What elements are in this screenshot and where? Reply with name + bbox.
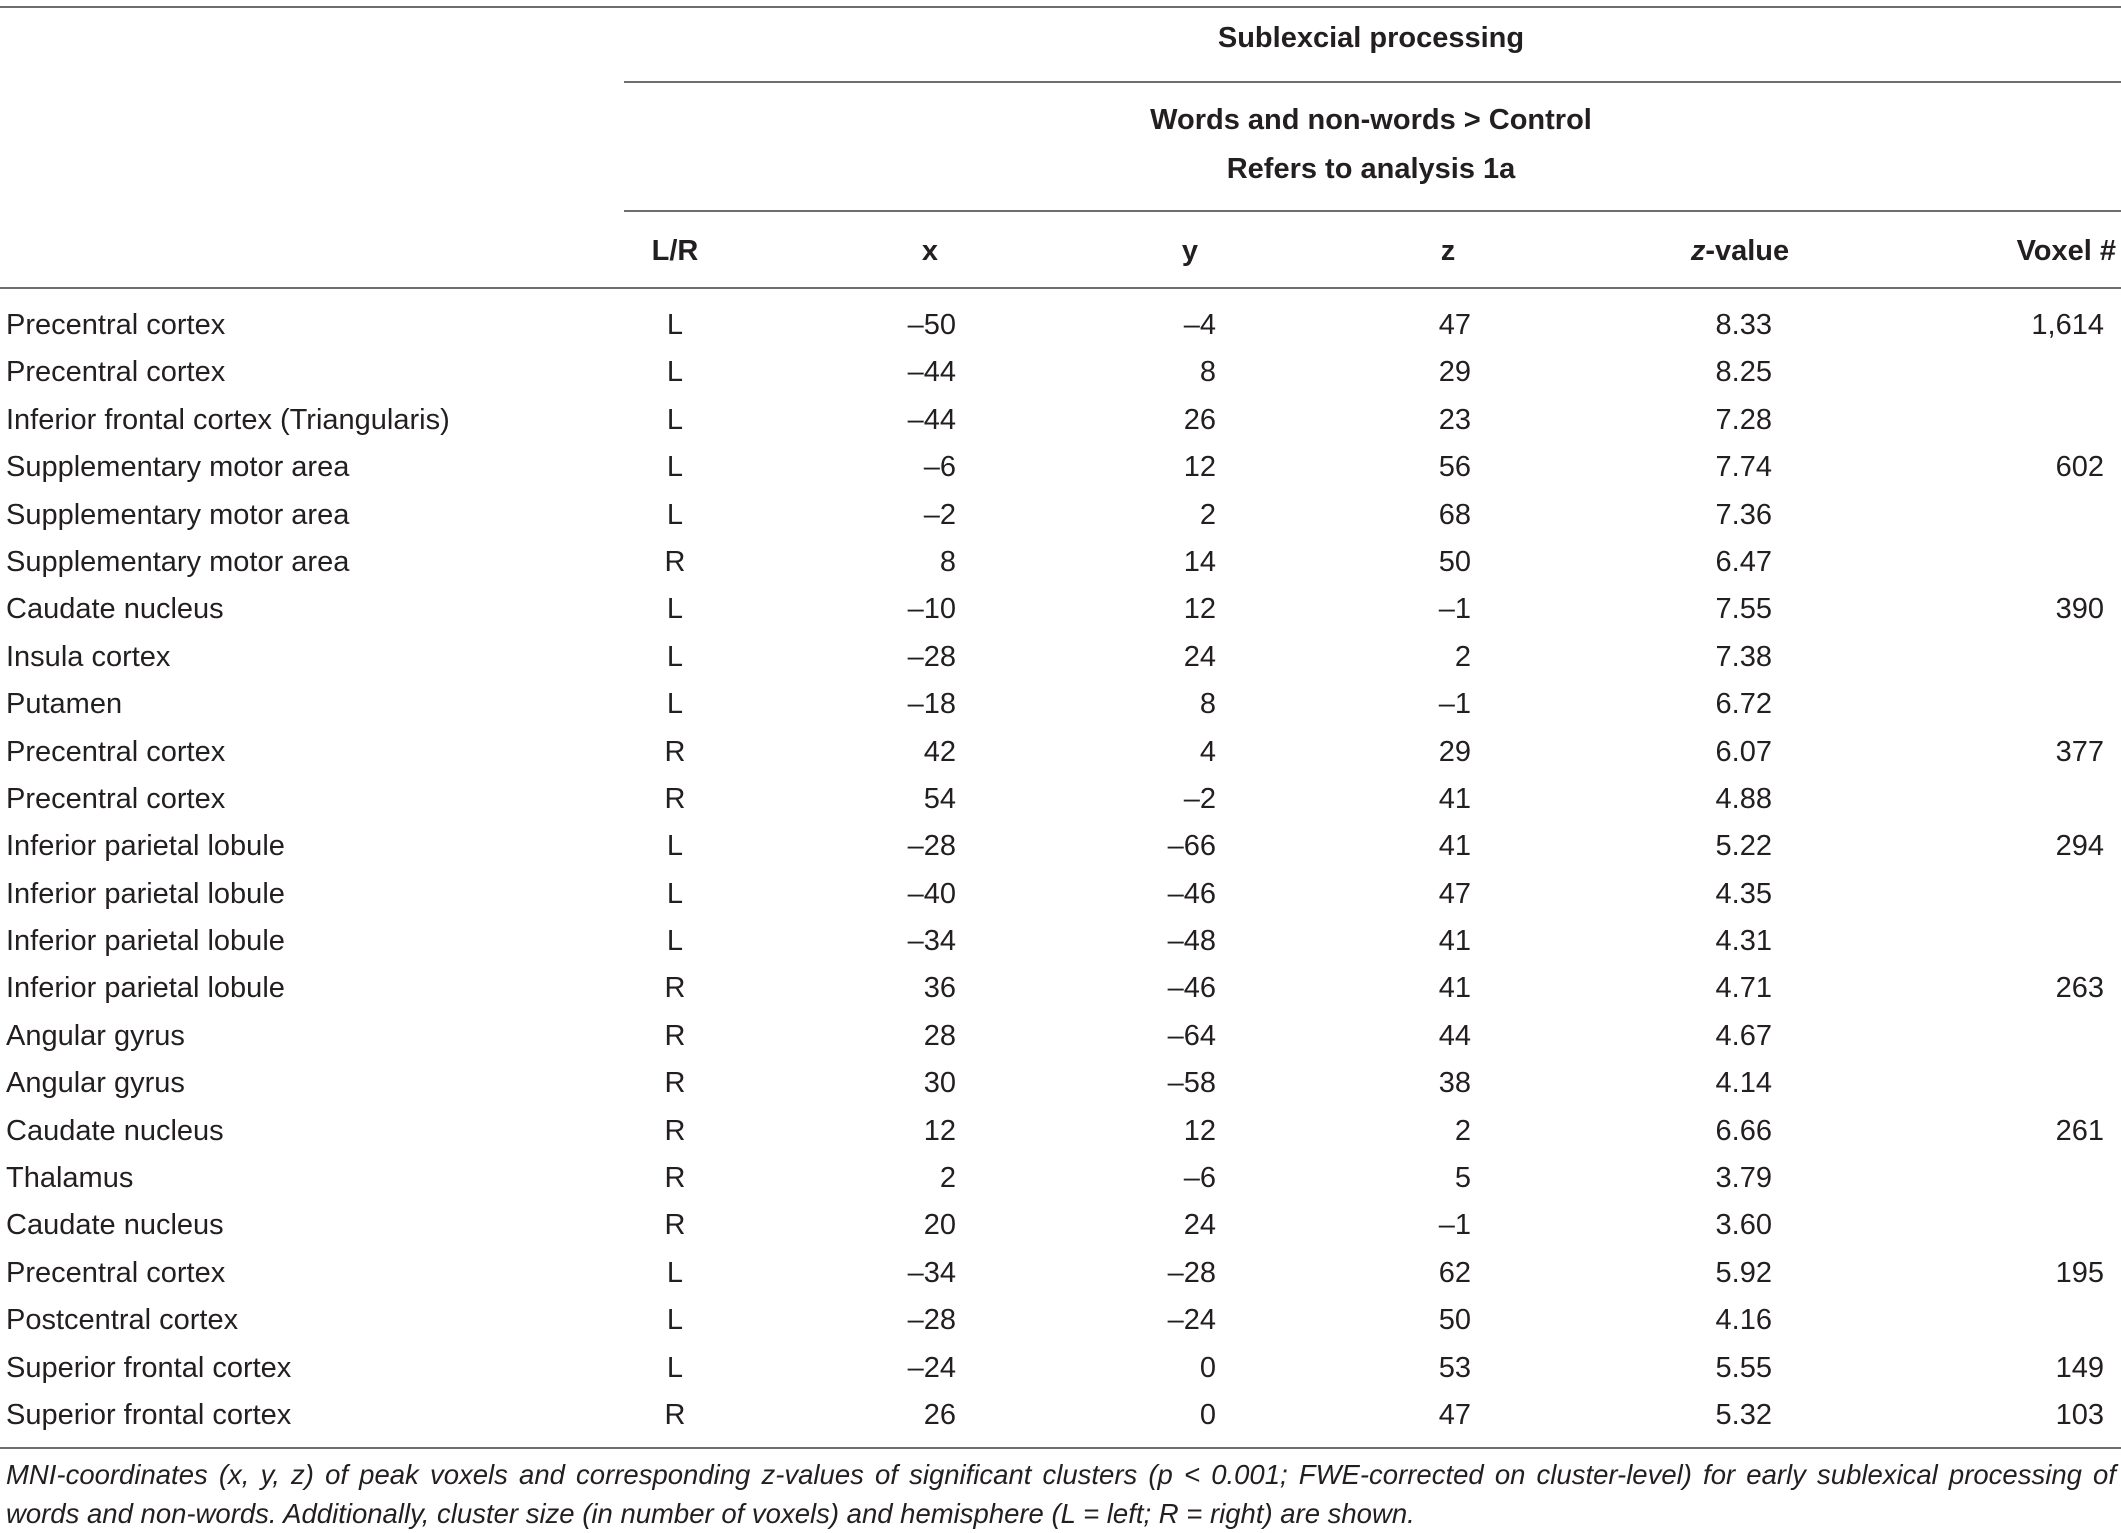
table-row	[0, 1297, 2121, 1344]
voxel-count-cell: 602	[2055, 451, 2104, 484]
y-coordinate-cell: 12	[1183, 451, 1216, 484]
table-row	[0, 1250, 2121, 1297]
region-cell: Inferior parietal lobule	[6, 877, 285, 910]
x-coordinate-cell: –34	[907, 925, 956, 958]
table-row	[0, 397, 2121, 444]
z-value-cell: 4.16	[1715, 1304, 1772, 1337]
x-coordinate-cell: –28	[907, 1304, 956, 1337]
z-coordinate-cell: 2	[1454, 1114, 1471, 1147]
y-coordinate-cell: 12	[1183, 1114, 1216, 1147]
y-coordinate-cell: –6	[1183, 1162, 1216, 1195]
table-row	[0, 681, 2121, 728]
top-rule	[0, 6, 2121, 8]
z-coordinate-cell: 53	[1438, 1351, 1471, 1384]
z-value-cell: 6.47	[1715, 545, 1772, 578]
region-cell: Postcentral cortex	[6, 1304, 239, 1337]
x-coordinate-cell: 30	[923, 1067, 956, 1100]
hemisphere-cell: R	[664, 972, 686, 1005]
region-cell: Precentral cortex	[6, 309, 226, 341]
region-cell: Supplementary motor area	[6, 451, 350, 484]
y-coordinate-cell: –64	[1167, 1019, 1216, 1052]
x-coordinate-cell: 36	[923, 972, 956, 1005]
table-footnote: MNI-coordinates (x, y, z) of peak voxels and corresponding z-values of significant clusters (p < 0.001; FWE-corrected on cluster-level) for early sublexical processing of words and non-words. Additionally, cluster size (in number of voxels) and hemisphere (L = left; R = right) are shown.	[6, 1459, 2116, 1529]
region-cell: Angular gyrus	[6, 1019, 185, 1052]
x-coordinate-cell: 54	[923, 782, 956, 815]
y-coordinate-cell: 12	[1183, 593, 1216, 626]
region-cell: Precentral cortex	[6, 1256, 226, 1289]
x-coordinate-cell: –44	[907, 403, 956, 436]
hemisphere-cell: L	[666, 309, 684, 341]
table-body	[0, 302, 2121, 1439]
y-coordinate-cell: 14	[1183, 545, 1216, 578]
column-header-lr: L/R	[651, 235, 699, 267]
z-value-cell: 4.35	[1715, 877, 1772, 910]
table-row	[0, 349, 2121, 396]
y-coordinate-cell: –48	[1167, 925, 1216, 958]
x-coordinate-cell: –24	[907, 1351, 956, 1384]
z-coordinate-cell: 44	[1438, 1019, 1471, 1052]
voxel-count-cell: 195	[2055, 1256, 2104, 1289]
table-row	[0, 539, 2121, 586]
z-coordinate-cell: 38	[1438, 1067, 1471, 1100]
table-row	[0, 1392, 2121, 1439]
table-row	[0, 1060, 2121, 1107]
z-coordinate-cell: 23	[1438, 403, 1471, 436]
hemisphere-cell: R	[664, 545, 686, 578]
column-header-y: y	[1181, 235, 1199, 267]
z-value-cell: 6.07	[1715, 735, 1772, 768]
hemisphere-cell: L	[666, 451, 684, 484]
z-coordinate-cell: 2	[1454, 640, 1471, 673]
table-row	[0, 918, 2121, 965]
z-coordinate-cell: 5	[1454, 1162, 1471, 1195]
z-coordinate-cell: 68	[1438, 498, 1471, 531]
region-cell: Putamen	[6, 688, 123, 721]
table-row	[0, 1345, 2121, 1392]
region-cell: Caudate nucleus	[6, 1209, 224, 1242]
z-value-cell: 7.28	[1715, 403, 1772, 436]
hemisphere-cell: R	[664, 1019, 686, 1052]
y-coordinate-cell: –66	[1167, 830, 1216, 863]
voxel-count-cell: 103	[2055, 1398, 2104, 1431]
header-rule	[0, 287, 2121, 289]
table-row	[0, 823, 2121, 870]
bottom-rule	[0, 1447, 2121, 1449]
table-row	[0, 634, 2121, 681]
table-row	[0, 302, 2121, 349]
voxel-count-cell: 149	[2055, 1351, 2104, 1384]
region-cell: Superior frontal cortex	[6, 1398, 292, 1431]
table-row	[0, 1108, 2121, 1155]
y-coordinate-cell: 8	[1199, 356, 1216, 389]
z-value-cell: 7.55	[1715, 593, 1772, 626]
y-coordinate-cell: –24	[1167, 1304, 1216, 1337]
y-coordinate-cell: 24	[1183, 640, 1216, 673]
z-value-cell: 7.36	[1715, 498, 1772, 531]
x-coordinate-cell: –10	[907, 593, 956, 626]
x-coordinate-cell: 20	[923, 1209, 956, 1242]
region-cell: Angular gyrus	[6, 1067, 185, 1100]
hemisphere-cell: L	[666, 925, 684, 958]
y-coordinate-cell: 8	[1199, 688, 1216, 721]
hemisphere-cell: R	[664, 782, 686, 815]
hemisphere-cell: L	[666, 688, 684, 721]
z-value-cell: 8.33	[1715, 309, 1772, 341]
voxel-count-cell: 1,614	[2031, 309, 2104, 341]
z-coordinate-cell: 41	[1438, 972, 1471, 1005]
x-coordinate-cell: –6	[923, 451, 956, 484]
z-value-cell: 5.22	[1715, 830, 1772, 863]
hemisphere-cell: L	[666, 1351, 684, 1384]
x-coordinate-cell: –50	[907, 309, 956, 341]
x-coordinate-cell: 2	[939, 1162, 956, 1195]
x-coordinate-cell: –40	[907, 877, 956, 910]
y-coordinate-cell: –28	[1167, 1256, 1216, 1289]
table-row	[0, 776, 2121, 823]
z-coordinate-cell: –1	[1438, 593, 1471, 626]
x-coordinate-cell: 42	[923, 735, 956, 768]
x-coordinate-cell: –44	[907, 356, 956, 389]
y-coordinate-cell: –2	[1183, 782, 1216, 815]
voxel-count-cell: 294	[2055, 830, 2104, 863]
contrast-title: Words and non-words > Control	[1150, 104, 1592, 136]
table-row	[0, 965, 2121, 1012]
voxel-count-cell: 261	[2055, 1114, 2104, 1147]
x-coordinate-cell: –28	[907, 640, 956, 673]
z-coordinate-cell: 41	[1438, 925, 1471, 958]
z-value-cell: 7.74	[1715, 451, 1772, 484]
z-coordinate-cell: 29	[1438, 356, 1471, 389]
z-coordinate-cell: 47	[1438, 1398, 1471, 1431]
hemisphere-cell: R	[664, 1398, 686, 1431]
hemisphere-cell: R	[664, 1067, 686, 1100]
table-row	[0, 444, 2121, 491]
y-coordinate-cell: –4	[1183, 309, 1216, 341]
region-cell: Precentral cortex	[6, 735, 226, 768]
table-row	[0, 1202, 2121, 1249]
analysis-reference: Refers to analysis 1a	[1226, 153, 1516, 185]
region-cell: Supplementary motor area	[6, 545, 350, 578]
z-value-cell: 6.72	[1715, 688, 1772, 721]
region-cell: Superior frontal cortex	[6, 1351, 292, 1384]
z-value-cell: 5.92	[1715, 1256, 1772, 1289]
x-coordinate-cell: 12	[923, 1114, 956, 1147]
z-value-cell: 3.79	[1715, 1162, 1772, 1195]
table-row	[0, 586, 2121, 633]
z-value-cell: 4.67	[1715, 1019, 1772, 1052]
x-coordinate-cell: –28	[907, 830, 956, 863]
voxel-count-cell: 390	[2055, 593, 2104, 626]
hemisphere-cell: L	[666, 830, 684, 863]
z-value-cell: 5.55	[1715, 1351, 1772, 1384]
hemisphere-cell: L	[666, 1304, 684, 1337]
region-cell: Caudate nucleus	[6, 1114, 224, 1147]
region-cell: Inferior frontal cortex (Triangularis)	[6, 403, 450, 436]
group-title: Sublexcial processing	[1217, 22, 1525, 54]
z-value-suffix: -value	[1705, 235, 1790, 267]
y-coordinate-cell: 0	[1199, 1398, 1216, 1431]
column-header-voxels: Voxel #	[2016, 235, 2116, 267]
z-coordinate-cell: –1	[1438, 688, 1471, 721]
column-header-x: x	[921, 235, 939, 267]
z-value-cell: 8.25	[1715, 356, 1772, 389]
y-coordinate-cell: 0	[1199, 1351, 1216, 1384]
y-coordinate-cell: –58	[1167, 1067, 1216, 1100]
contrast-rule	[624, 210, 2121, 212]
y-coordinate-cell: –46	[1167, 877, 1216, 910]
table-row	[0, 1013, 2121, 1060]
hemisphere-cell: R	[664, 1114, 686, 1147]
x-coordinate-cell: 26	[923, 1398, 956, 1431]
table-row	[0, 871, 2121, 918]
x-coordinate-cell: 8	[939, 545, 956, 578]
hemisphere-cell: L	[666, 877, 684, 910]
z-value-cell: 6.66	[1715, 1114, 1772, 1147]
y-coordinate-cell: –46	[1167, 972, 1216, 1005]
region-cell: Inferior parietal lobule	[6, 830, 285, 863]
hemisphere-cell: R	[664, 735, 686, 768]
z-coordinate-cell: 62	[1438, 1256, 1471, 1289]
z-coordinate-cell: 50	[1438, 1304, 1471, 1337]
z-coordinate-cell: 47	[1438, 309, 1471, 341]
hemisphere-cell: L	[666, 593, 684, 626]
y-coordinate-cell: 26	[1183, 403, 1216, 436]
group-rule	[624, 81, 2121, 83]
region-cell: Inferior parietal lobule	[6, 972, 285, 1005]
voxel-count-cell: 377	[2055, 735, 2104, 768]
z-coordinate-cell: 56	[1438, 451, 1471, 484]
z-value-cell: 4.88	[1715, 782, 1772, 815]
x-coordinate-cell: –34	[907, 1256, 956, 1289]
z-coordinate-cell: –1	[1438, 1209, 1471, 1242]
z-coordinate-cell: 41	[1438, 830, 1471, 863]
z-coordinate-cell: 47	[1438, 877, 1471, 910]
hemisphere-cell: L	[666, 403, 684, 436]
z-value-cell: 4.71	[1715, 972, 1772, 1005]
z-value-cell: 4.31	[1715, 925, 1772, 958]
region-cell: Caudate nucleus	[6, 593, 224, 626]
hemisphere-cell: L	[666, 498, 684, 531]
table-row	[0, 492, 2121, 539]
table-row	[0, 729, 2121, 776]
region-cell: Precentral cortex	[6, 356, 226, 389]
z-value-cell: 4.14	[1715, 1067, 1772, 1100]
region-cell: Inferior parietal lobule	[6, 925, 285, 958]
z-value-cell: 3.60	[1715, 1209, 1772, 1242]
hemisphere-cell: L	[666, 640, 684, 673]
z-coordinate-cell: 41	[1438, 782, 1471, 815]
z-coordinate-cell: 50	[1438, 545, 1471, 578]
hemisphere-cell: R	[664, 1162, 686, 1195]
hemisphere-cell: R	[664, 1209, 686, 1242]
x-coordinate-cell: –18	[907, 688, 956, 721]
voxel-count-cell: 263	[2055, 972, 2104, 1005]
x-coordinate-cell: –2	[923, 498, 956, 531]
region-cell: Thalamus	[6, 1162, 134, 1195]
hemisphere-cell: L	[666, 356, 684, 389]
region-cell: Precentral cortex	[6, 782, 226, 815]
y-coordinate-cell: 24	[1183, 1209, 1216, 1242]
z-value-cell: 5.32	[1715, 1398, 1772, 1431]
z-value-cell: 7.38	[1715, 640, 1772, 673]
y-coordinate-cell: 2	[1199, 498, 1216, 531]
z-coordinate-cell: 29	[1438, 735, 1471, 768]
z-value-italic: z	[1690, 235, 1706, 267]
region-cell: Supplementary motor area	[6, 498, 350, 531]
column-header-z-value	[1640, 235, 1840, 268]
y-coordinate-cell: 4	[1199, 735, 1216, 768]
hemisphere-cell: L	[666, 1256, 684, 1289]
x-coordinate-cell: 28	[923, 1019, 956, 1052]
column-header-z: z	[1440, 235, 1456, 267]
region-cell: Insula cortex	[6, 640, 171, 673]
table-row	[0, 1155, 2121, 1202]
